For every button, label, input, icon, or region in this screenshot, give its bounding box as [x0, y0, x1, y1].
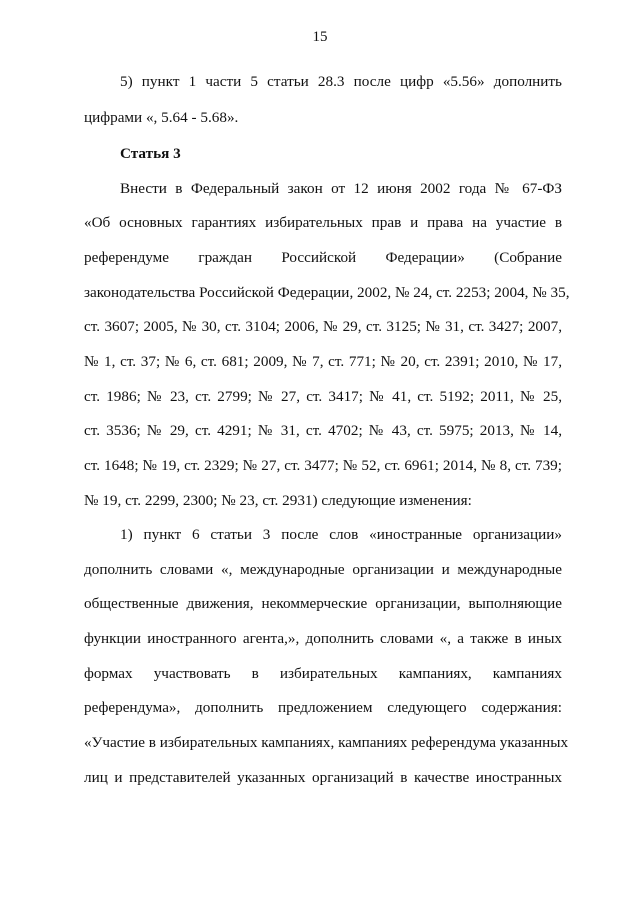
text-line: № 19, ст. 2299, 2300; № 23, ст. 2931) следующие изменения: [84, 492, 472, 509]
text-line: № 1, ст. 37; № 6, ст. 681; 2009, № 7, ст. 771; № 20, ст. 2391; 2010, № 17, [84, 353, 562, 370]
text-line: референдума», дополнить предложением следующего содержания: [84, 699, 562, 716]
text-line: законодательства Российской Федерации, 2002, № 24, ст. 2253; 2004, № 35, [84, 284, 570, 301]
text-line: общественные движения, некоммерческие организации, выполняющие [84, 595, 562, 612]
text-line: функции иностранного агента,», дополнить словами «, а также в иных [84, 630, 562, 647]
text-line: 5) пункт 1 части 5 статьи 28.3 после цифр «5.56» дополнить [120, 73, 562, 90]
text-line: лиц и представителей указанных организаций в качестве иностранных [84, 769, 562, 786]
text-line: «Об основных гарантиях избирательных прав и права на участие в [84, 214, 562, 231]
text-line: «Участие в избирательных кампаниях, кампаниях референдума указанных [84, 734, 569, 751]
text-line: 1) пункт 6 статьи 3 после слов «иностранные организации» [120, 526, 562, 543]
page-number: 15 [312, 29, 328, 45]
text-line: формах участвовать в избирательных кампаниях, кампаниях [84, 665, 562, 682]
text-line: ст. 1648; № 19, ст. 2329; № 27, ст. 3477; № 52, ст. 6961; 2014, № 8, ст. 739; [84, 457, 562, 474]
text-line: дополнить словами «, международные организации и международные [84, 561, 562, 578]
text-line: референдуме граждан Российской Федерации» (Собрание [84, 249, 562, 266]
text-line: Внести в Федеральный закон от 12 июня 2002 года № 67-ФЗ [120, 180, 562, 197]
text-line: ст. 3536; № 29, ст. 4291; № 31, ст. 4702; № 43, ст. 5975; 2013, № 14, [84, 422, 562, 439]
article-heading: Статья 3 [120, 145, 181, 162]
text-line: цифрами «, 5.64 - 5.68». [84, 109, 239, 126]
text-line: ст. 3607; 2005, № 30, ст. 3104; 2006, № 29, ст. 3125; № 31, ст. 3427; 2007, [84, 318, 562, 335]
text-line: ст. 1986; № 23, ст. 2799; № 27, ст. 3417; № 41, ст. 5192; 2011, № 25, [84, 388, 562, 405]
